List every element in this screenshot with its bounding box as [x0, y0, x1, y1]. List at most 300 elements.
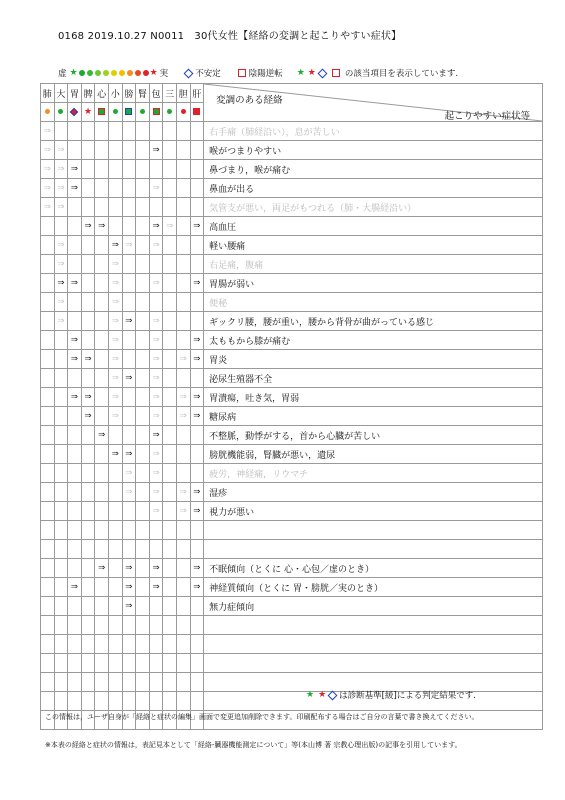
meridian-cell	[176, 407, 190, 426]
meridian-cell	[81, 274, 95, 293]
arrow-icon: ⇒	[125, 601, 133, 611]
meridian-cell	[41, 236, 55, 255]
meridian-cell	[95, 559, 109, 578]
meridian-cell	[41, 407, 55, 426]
meridian-cell	[122, 578, 136, 597]
meridian-cell	[54, 559, 68, 578]
edit-note: この情報は，ユーザ自身が「経絡と症状の編集」画面で変更追加削除できます。印刷配布する場合はご自分の言葉で書き換えてください。	[45, 713, 479, 721]
meridian-cell	[41, 464, 55, 483]
meridian-cell	[136, 331, 150, 350]
meridian-cell	[108, 654, 122, 673]
meridian-cell	[136, 654, 150, 673]
meridian-cell	[54, 521, 68, 540]
meridian-cell	[54, 407, 68, 426]
meridian-cell	[54, 673, 68, 692]
meridian-marker	[41, 103, 55, 122]
meridian-cell	[81, 388, 95, 407]
arrow-icon: ⇒	[70, 278, 79, 288]
red-square-icon	[193, 108, 200, 115]
meridian-cell	[68, 236, 82, 255]
meridian-cell	[122, 141, 136, 160]
meridian-cell	[81, 236, 95, 255]
meridian-cell	[81, 407, 95, 426]
table-corner	[204, 84, 543, 122]
meridian-cell	[176, 483, 190, 502]
meridian-cell	[68, 635, 82, 654]
meridian-cell	[176, 597, 190, 616]
meridian-cell	[122, 692, 136, 711]
meridian-cell	[176, 673, 190, 692]
meridian-cell	[136, 388, 150, 407]
meridian-cell	[108, 483, 122, 502]
meridian-cell	[190, 255, 204, 274]
arrow-icon: ⇒	[125, 582, 133, 592]
symptom-text	[204, 521, 543, 540]
meridian-cell	[95, 198, 109, 217]
document-title: 0168 2019.10.27 N0011 30代女性【経絡の変調と起こりやすい症状】	[58, 31, 402, 42]
meridian-cell	[136, 692, 150, 711]
arrow-icon: ⇒	[193, 563, 201, 573]
meridian-cell	[41, 122, 55, 141]
meridian-cell	[108, 635, 122, 654]
meridian-cell	[190, 217, 204, 236]
meridian-cell	[149, 483, 163, 502]
gradient-dot-icon	[143, 70, 149, 76]
symptom-text: 視力が悪い	[204, 502, 543, 521]
arrow-icon: ⇒	[125, 563, 133, 573]
arrow-icon: ⇒	[98, 221, 106, 231]
arrow-icon: ⇒	[70, 582, 79, 592]
meridian-cell	[41, 692, 55, 711]
meridian-cell	[95, 122, 109, 141]
meridian-cell	[163, 407, 177, 426]
meridian-cell	[149, 673, 163, 692]
meridian-cell	[68, 198, 82, 217]
meridian-cell	[41, 274, 55, 293]
table-row	[41, 654, 543, 673]
meridian-cell	[122, 312, 136, 331]
meridian-cell	[81, 635, 95, 654]
meridian-cell	[163, 274, 177, 293]
meridian-cell	[41, 160, 55, 179]
meridian-cell	[149, 445, 163, 464]
meridian-cell	[136, 160, 150, 179]
arrow-icon: ⇒	[70, 183, 79, 193]
meridian-cell	[176, 502, 190, 521]
meridian-cell	[68, 407, 82, 426]
meridian-header: 心	[95, 84, 109, 103]
meridian-cell	[190, 635, 204, 654]
arrow-icon: ⇒	[193, 506, 201, 516]
meridian-cell	[108, 331, 122, 350]
meridian-cell	[122, 179, 136, 198]
meridian-cell	[81, 464, 95, 483]
meridian-cell	[68, 616, 82, 635]
green-star-icon: ★	[296, 67, 305, 78]
meridian-cell	[122, 160, 136, 179]
arrow-icon: ⇒	[111, 259, 119, 269]
table-row	[41, 464, 543, 483]
meridian-cell	[176, 217, 190, 236]
meridian-cell	[81, 179, 95, 198]
meridian-cell	[163, 521, 177, 540]
arrow-icon: ⇒	[179, 487, 187, 497]
meridian-cell	[176, 521, 190, 540]
meridian-cell	[54, 502, 68, 521]
meridian-cell	[176, 255, 190, 274]
meridian-cell	[190, 407, 204, 426]
meridian-cell	[41, 369, 55, 388]
green-star-icon: ★	[69, 67, 78, 78]
meridian-cell	[190, 521, 204, 540]
arrow-icon: ⇒	[84, 411, 92, 421]
table-row	[41, 217, 543, 236]
yinyang-square-icon	[238, 69, 246, 77]
symptom-text: 軽い腰痛	[204, 236, 543, 255]
meridian-cell	[81, 198, 95, 217]
meridian-cell	[190, 350, 204, 369]
meridian-cell	[149, 274, 163, 293]
meridian-cell	[95, 217, 109, 236]
meridian-cell	[95, 331, 109, 350]
meridian-cell	[68, 426, 82, 445]
symptom-text: 便秘	[204, 293, 543, 312]
meridian-cell	[54, 654, 68, 673]
meridian-cell	[54, 388, 68, 407]
meridian-cell	[81, 692, 95, 711]
meridian-cell	[54, 255, 68, 274]
arrow-icon: ⇒	[98, 430, 106, 440]
arrow-icon: ⇒	[43, 126, 51, 136]
meridian-cell	[163, 388, 177, 407]
meridian-cell	[108, 274, 122, 293]
meridian-cell	[176, 388, 190, 407]
meridian-cell	[68, 312, 82, 331]
meridian-cell	[176, 236, 190, 255]
meridian-header: 肺	[41, 84, 55, 103]
meridian-cell	[149, 426, 163, 445]
meridian-cell	[95, 597, 109, 616]
meridian-cell	[54, 445, 68, 464]
meridian-cell	[54, 217, 68, 236]
meridian-cell	[136, 122, 150, 141]
arrow-icon: ⇒	[111, 392, 119, 402]
meridian-cell	[108, 559, 122, 578]
arrow-icon: ⇒	[57, 164, 65, 174]
meridian-cell	[176, 293, 190, 312]
meridian-cell	[176, 635, 190, 654]
meridian-cell	[108, 388, 122, 407]
meridian-cell	[54, 464, 68, 483]
meridian-cell	[149, 293, 163, 312]
gradient-dot-icon	[79, 70, 85, 76]
meridian-cell	[136, 179, 150, 198]
meridian-cell	[41, 388, 55, 407]
meridian-cell	[54, 274, 68, 293]
meridian-cell	[95, 635, 109, 654]
meridian-cell	[41, 616, 55, 635]
meridian-cell	[163, 559, 177, 578]
arrow-icon: ⇒	[43, 183, 51, 193]
meridian-cell	[190, 312, 204, 331]
meridian-cell	[54, 160, 68, 179]
meridian-cell	[122, 483, 136, 502]
meridian-header: 脾	[81, 84, 95, 103]
meridian-cell	[108, 692, 122, 711]
table-row	[41, 578, 543, 597]
meridian-cell	[176, 369, 190, 388]
meridian-cell	[163, 122, 177, 141]
blue-square-icon	[125, 108, 132, 115]
table-row	[41, 293, 543, 312]
meridian-cell	[149, 654, 163, 673]
green-dot-icon	[140, 109, 145, 114]
meridian-cell	[136, 635, 150, 654]
meridian-cell	[149, 502, 163, 521]
meridian-cell	[68, 578, 82, 597]
meridian-cell	[108, 122, 122, 141]
gradient-dot-icon	[111, 70, 117, 76]
meridian-cell	[54, 141, 68, 160]
meridian-cell	[68, 483, 82, 502]
meridian-cell	[122, 198, 136, 217]
meridian-cell	[136, 293, 150, 312]
meridian-cell	[68, 141, 82, 160]
meridian-cell	[190, 559, 204, 578]
arrow-icon: ⇒	[98, 563, 106, 573]
arrow-icon: ⇒	[152, 335, 160, 345]
meridian-cell	[81, 559, 95, 578]
meridian-cell	[122, 331, 136, 350]
arrow-icon: ⇒	[152, 506, 160, 516]
meridian-cell	[149, 521, 163, 540]
meridian-cell	[54, 369, 68, 388]
arrow-icon: ⇒	[193, 487, 201, 497]
meridian-cell	[54, 312, 68, 331]
meridian-cell	[95, 350, 109, 369]
arrow-icon: ⇒	[57, 316, 65, 326]
meridian-cell	[163, 217, 177, 236]
symptom-text: 高血圧	[204, 217, 543, 236]
arrow-icon: ⇒	[152, 354, 160, 364]
criteria-label: は診断基準[緩]による判定結果です.	[339, 691, 476, 701]
red-diamond-icon	[70, 107, 78, 115]
meridian-cell	[68, 445, 82, 464]
meridian-cell	[68, 369, 82, 388]
meridian-cell	[163, 540, 177, 559]
meridian-cell	[122, 673, 136, 692]
meridian-cell	[81, 141, 95, 160]
meridian-cell	[95, 236, 109, 255]
meridian-cell	[108, 597, 122, 616]
red-dot-icon	[181, 109, 186, 114]
table-row	[41, 559, 543, 578]
meridian-cell	[190, 331, 204, 350]
meridian-cell	[68, 521, 82, 540]
meridian-cell	[95, 692, 109, 711]
meridian-cell	[190, 426, 204, 445]
meridian-cell	[41, 673, 55, 692]
meridian-cell	[54, 293, 68, 312]
arrow-icon: ⇒	[111, 335, 119, 345]
arrow-icon: ⇒	[179, 411, 187, 421]
symptom-text	[204, 616, 543, 635]
meridian-cell	[41, 217, 55, 236]
meridian-cell	[95, 160, 109, 179]
meridian-cell	[41, 654, 55, 673]
corner-bottom-label: 起こりやすい症状等	[444, 111, 531, 122]
green-square-icon	[98, 108, 105, 115]
symptom-text: 鼻血が出る	[204, 179, 543, 198]
meridian-cell	[149, 464, 163, 483]
meridian-cell	[41, 483, 55, 502]
meridian-marker	[108, 103, 122, 122]
arrow-icon: ⇒	[152, 278, 160, 288]
meridian-cell	[54, 331, 68, 350]
gradient-dot-icon	[135, 70, 141, 76]
meridian-cell	[41, 597, 55, 616]
meridian-cell	[95, 407, 109, 426]
arrow-icon: ⇒	[111, 316, 119, 326]
arrow-icon: ⇒	[43, 164, 51, 174]
meridian-cell	[54, 483, 68, 502]
gradient-dot-icon	[95, 70, 101, 76]
arrow-icon: ⇒	[152, 392, 160, 402]
meridian-cell	[122, 217, 136, 236]
meridian-cell	[163, 255, 177, 274]
meridian-cell	[95, 502, 109, 521]
meridian-cell	[136, 255, 150, 274]
arrow-icon: ⇒	[193, 411, 201, 421]
arrow-icon: ⇒	[111, 297, 119, 307]
meridian-cell	[163, 597, 177, 616]
meridian-cell	[163, 578, 177, 597]
table-row	[41, 521, 543, 540]
meridian-cell	[54, 635, 68, 654]
symptom-text: 右手痛（肺経沿い），息が苦しい	[204, 122, 543, 141]
meridian-cell	[136, 312, 150, 331]
meridian-cell	[136, 464, 150, 483]
symptom-text: ギックリ腰，腰が重い，腰から背骨が曲がっている感じ	[204, 312, 543, 331]
meridian-cell	[81, 331, 95, 350]
meridian-cell	[136, 236, 150, 255]
symptom-text: 気管支が悪い，両足がもつれる（肺・大腸経沿い）	[204, 198, 543, 217]
meridian-cell	[68, 559, 82, 578]
arrow-icon: ⇒	[70, 164, 79, 174]
meridian-cell	[136, 217, 150, 236]
meridian-cell	[122, 540, 136, 559]
meridian-cell	[176, 559, 190, 578]
meridian-cell	[122, 236, 136, 255]
meridian-cell	[108, 217, 122, 236]
arrow-icon: ⇒	[152, 563, 160, 573]
meridian-cell	[68, 464, 82, 483]
red-star-icon: ★	[318, 689, 327, 700]
meridian-cell	[149, 331, 163, 350]
meridian-marker	[95, 103, 109, 122]
meridian-cell	[68, 331, 82, 350]
meridian-cell	[81, 160, 95, 179]
meridian-cell	[163, 160, 177, 179]
arrow-icon: ⇒	[193, 582, 201, 592]
meridian-cell	[108, 616, 122, 635]
meridian-cell	[68, 160, 82, 179]
meridian-cell	[190, 692, 204, 711]
meridian-cell	[122, 122, 136, 141]
symptom-text: 喉がつまりやすい	[204, 141, 543, 160]
meridian-cell	[108, 464, 122, 483]
arrow-icon: ⇒	[152, 487, 160, 497]
meridian-cell	[122, 445, 136, 464]
meridian-cell	[190, 293, 204, 312]
meridian-header: 膀	[122, 84, 136, 103]
meridian-cell	[136, 369, 150, 388]
meridian-cell	[54, 597, 68, 616]
meridian-cell	[190, 160, 204, 179]
arrow-icon: ⇒	[152, 183, 160, 193]
meridian-cell	[68, 388, 82, 407]
table-row	[41, 445, 543, 464]
meridian-cell	[176, 198, 190, 217]
meridian-header: 大	[54, 84, 68, 103]
criteria-legend	[306, 689, 476, 701]
meridian-cell	[54, 692, 68, 711]
meridian-cell	[68, 502, 82, 521]
meridian-cell	[122, 597, 136, 616]
meridian-cell	[41, 198, 55, 217]
meridian-header: 三	[163, 84, 177, 103]
meridian-cell	[108, 407, 122, 426]
meridian-cell	[95, 654, 109, 673]
meridian-cell	[190, 388, 204, 407]
meridian-cell	[108, 255, 122, 274]
arrow-icon: ⇒	[57, 202, 65, 212]
meridian-cell	[190, 673, 204, 692]
table-row	[41, 407, 543, 426]
meridian-cell	[81, 217, 95, 236]
symptom-text: 不眠傾向（とくに 心・心包／虚のとき）	[204, 559, 543, 578]
meridian-cell	[108, 179, 122, 198]
meridian-cell	[108, 578, 122, 597]
arrow-icon: ⇒	[111, 411, 119, 421]
gradient-dot-icon	[103, 70, 109, 76]
meridian-cell	[81, 122, 95, 141]
meridian-cell	[41, 540, 55, 559]
table-row	[41, 179, 543, 198]
arrow-icon: ⇒	[43, 145, 51, 155]
meridian-cell	[122, 293, 136, 312]
meridian-symptom-table	[40, 83, 543, 730]
table-row	[41, 274, 543, 293]
meridian-cell	[95, 141, 109, 160]
table-row	[41, 350, 543, 369]
arrow-icon: ⇒	[166, 221, 174, 231]
meridian-cell	[54, 236, 68, 255]
meridian-cell	[108, 236, 122, 255]
meridian-cell	[122, 654, 136, 673]
meridian-cell	[163, 141, 177, 160]
meridian-cell	[163, 464, 177, 483]
meridian-cell	[68, 179, 82, 198]
arrow-icon: ⇒	[125, 449, 133, 459]
meridian-cell	[122, 616, 136, 635]
meridian-marker	[68, 103, 82, 122]
meridian-cell	[95, 179, 109, 198]
arrow-icon: ⇒	[152, 582, 160, 592]
symptom-text: 不整脈，動悸がする，首から心臓が苦しい	[204, 426, 543, 445]
table-row	[41, 635, 543, 654]
meridian-cell	[122, 502, 136, 521]
